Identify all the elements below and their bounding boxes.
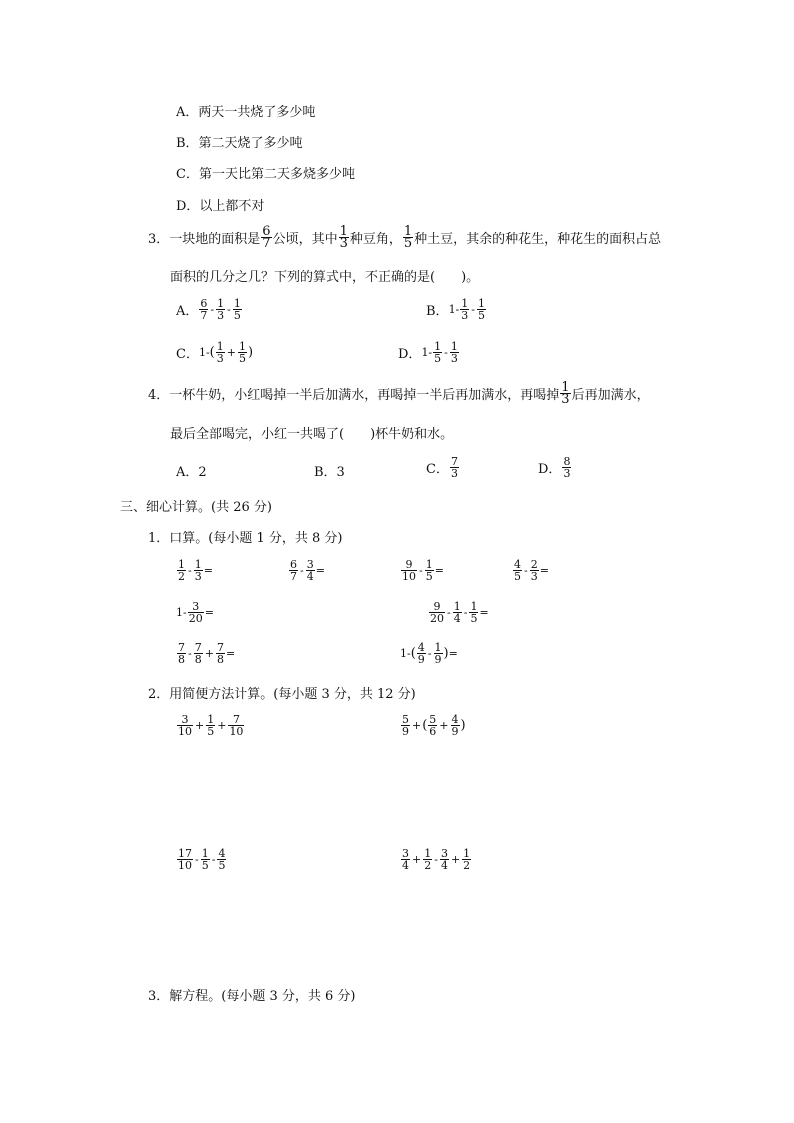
fraction: $\frac{1}{3}$: [561, 380, 570, 407]
fraction: $\frac{3}{4}$: [306, 558, 314, 583]
q3-text-d: 种土豆，其余的种花生，种花生的面积占总: [414, 232, 662, 247]
fraction: $\frac{4}{9}$: [417, 641, 425, 666]
q3-option-b: B． 1- $\frac{1}{3}$ - $\frac{1}{5}$: [426, 297, 485, 322]
option-b: B．第二天烧了多少吨: [176, 136, 303, 151]
q4-option-d: D． $\frac{8}{3}$: [538, 455, 571, 480]
fraction: $\frac{8}{3}$: [563, 455, 571, 480]
q3-number: 3．: [148, 232, 170, 247]
fraction: $\frac{1}{3}$: [461, 297, 469, 322]
fraction: $\frac{3}{4}$: [402, 847, 409, 872]
fraction: $\frac{1}{2}$: [463, 847, 471, 872]
fraction: $\frac{1}{5}$: [470, 600, 478, 625]
fraction: $\frac{1}{9}$: [434, 641, 442, 666]
section3-title: 三、细心计算。(共 26 分): [120, 500, 272, 515]
q3-option-c: C． 1- ( $\frac{1}{3}$ + $\frac{1}{5}$ ): [176, 340, 254, 365]
q4-option-b: B．3: [314, 465, 345, 480]
q3-line1: [148, 226, 661, 249]
fraction: $\frac{6}{7}$: [200, 297, 208, 322]
fraction: $\frac{1}{5}$: [233, 297, 241, 322]
q4-text-a: 一杯牛奶，小红喝掉一半后加满水，再喝掉一半后再加满水，再喝掉: [169, 388, 560, 403]
calc-7: $\frac{7}{8}$ - $\frac{7}{8}$ + $\frac{7}{8}$ =: [178, 641, 236, 666]
fraction: $\frac{6}{7}$: [290, 558, 297, 583]
fraction: $\frac{1}{5}$: [201, 847, 209, 872]
fraction: $\frac{1}{3}$: [217, 297, 225, 322]
simplify-4: $\frac{3}{4}$ + $\frac{1}{2}$ - $\frac{3}{4}$ + $\frac{1}{2}$: [402, 847, 471, 872]
option-d: D．以上都不对: [176, 199, 265, 214]
fraction: $\frac{1}{5}$: [434, 340, 442, 365]
calc-2: $\frac{6}{7}$ - $\frac{3}{4}$ =: [290, 558, 325, 583]
calc-4: $\frac{4}{5}$ - $\frac{2}{3}$ =: [514, 558, 549, 583]
fraction: $\frac{1}{2}$: [178, 558, 185, 583]
option-a: A．两天一共烧了多少吨: [176, 105, 316, 120]
q3-text-a: 一块地的面积是: [169, 232, 261, 247]
q3-text-b: 公顷，其中: [272, 232, 338, 247]
fraction: $\frac{1}{3}$: [216, 340, 224, 365]
fraction: $\frac{1}{5}$: [478, 297, 485, 322]
calc-8: 1- ( $\frac{4}{9}$ - $\frac{1}{9}$ ) =: [400, 641, 458, 666]
fraction: $\frac{1}{3}$: [339, 224, 348, 251]
fraction: $\frac{9}{10}$: [402, 558, 416, 583]
q3-line2: 面积的几分之几？下列的算式中，不正确的是( )。: [170, 270, 480, 285]
simplify-3: $\frac{17}{10}$ - $\frac{1}{5}$ - $\frac{4}{5}$: [178, 847, 226, 872]
q4-option-c: C． $\frac{7}{3}$: [426, 455, 458, 480]
part1-title: 1．口算。(每小题 1 分，共 8 分): [148, 531, 343, 546]
q3-option-a: A． $\frac{6}{7}$ - $\frac{1}{3}$ - $\frac{1}{5}$: [176, 297, 241, 322]
fraction: $\frac{1}{2}$: [424, 847, 432, 872]
fraction: $\frac{5}{6}$: [429, 713, 437, 738]
fraction: $\frac{4}{5}$: [514, 558, 521, 583]
fraction: $\frac{4}{9}$: [451, 713, 459, 738]
fraction: $\frac{5}{9}$: [402, 713, 409, 738]
q4-option-a: A．2: [176, 465, 207, 480]
fraction: $\frac{7}{3}$: [450, 455, 458, 480]
fraction: $\frac{17}{10}$: [178, 847, 192, 872]
fraction: $\frac{1}{5}$: [238, 340, 246, 365]
simplify-2: $\frac{5}{9}$ + ( $\frac{5}{6}$ + $\frac{4}{9}$ ): [402, 713, 466, 738]
fraction: $\frac{3}{10}$: [178, 713, 192, 738]
fraction: $\frac{3}{20}$: [188, 600, 203, 625]
q4-line1: [148, 382, 650, 405]
fraction: $\frac{1}{5}$: [403, 224, 413, 251]
q4-line2: 最后全部喝完，小红一共喝了( )杯牛奶和水。: [170, 427, 454, 442]
calc-1: $\frac{1}{2}$ - $\frac{1}{3}$ =: [178, 558, 213, 583]
option-c: C．第一天比第二天多烧多少吨: [176, 167, 355, 182]
calc-6: $\frac{9}{20}$ - $\frac{1}{4}$ - $\frac{1}{5}$ =: [430, 600, 489, 625]
fraction: $\frac{1}{3}$: [450, 340, 458, 365]
fraction: $\frac{1}{4}$: [453, 600, 461, 625]
fraction: $\frac{1}{5}$: [207, 713, 215, 738]
q4-text-b: 后再加满水，: [571, 388, 650, 403]
fraction: $\frac{1}{3}$: [194, 558, 202, 583]
q3-text-c: 种豆角，: [349, 232, 402, 247]
fraction: $\frac{7}{8}$: [178, 641, 185, 666]
part2-title: 2．用简便方法计算。(每小题 3 分，共 12 分): [148, 687, 416, 702]
fraction: $\frac{3}{4}$: [440, 847, 448, 872]
simplify-1: $\frac{3}{10}$ + $\frac{1}{5}$ + $\frac{7}{10}$: [178, 713, 244, 738]
calc-5: 1- $\frac{3}{20}$ =: [176, 600, 214, 625]
q4-number: 4．: [148, 388, 170, 403]
fraction: $\frac{4}{5}$: [218, 847, 226, 872]
fraction: $\frac{2}{3}$: [530, 558, 538, 583]
fraction: $\frac{6}{7}$: [262, 224, 271, 251]
fraction: $\frac{9}{20}$: [430, 600, 444, 625]
calc-3: $\frac{9}{10}$ - $\frac{1}{5}$ =: [402, 558, 444, 583]
fraction: $\frac{1}{5}$: [425, 558, 433, 583]
q3-option-d: D． 1- $\frac{1}{5}$ - $\frac{1}{3}$: [398, 340, 458, 365]
fraction: $\frac{7}{8}$: [194, 641, 202, 666]
part3-title: 3．解方程。(每小题 3 分，共 6 分): [148, 989, 356, 1004]
fraction: $\frac{7}{8}$: [216, 641, 224, 666]
fraction: $\frac{7}{10}$: [229, 713, 244, 738]
